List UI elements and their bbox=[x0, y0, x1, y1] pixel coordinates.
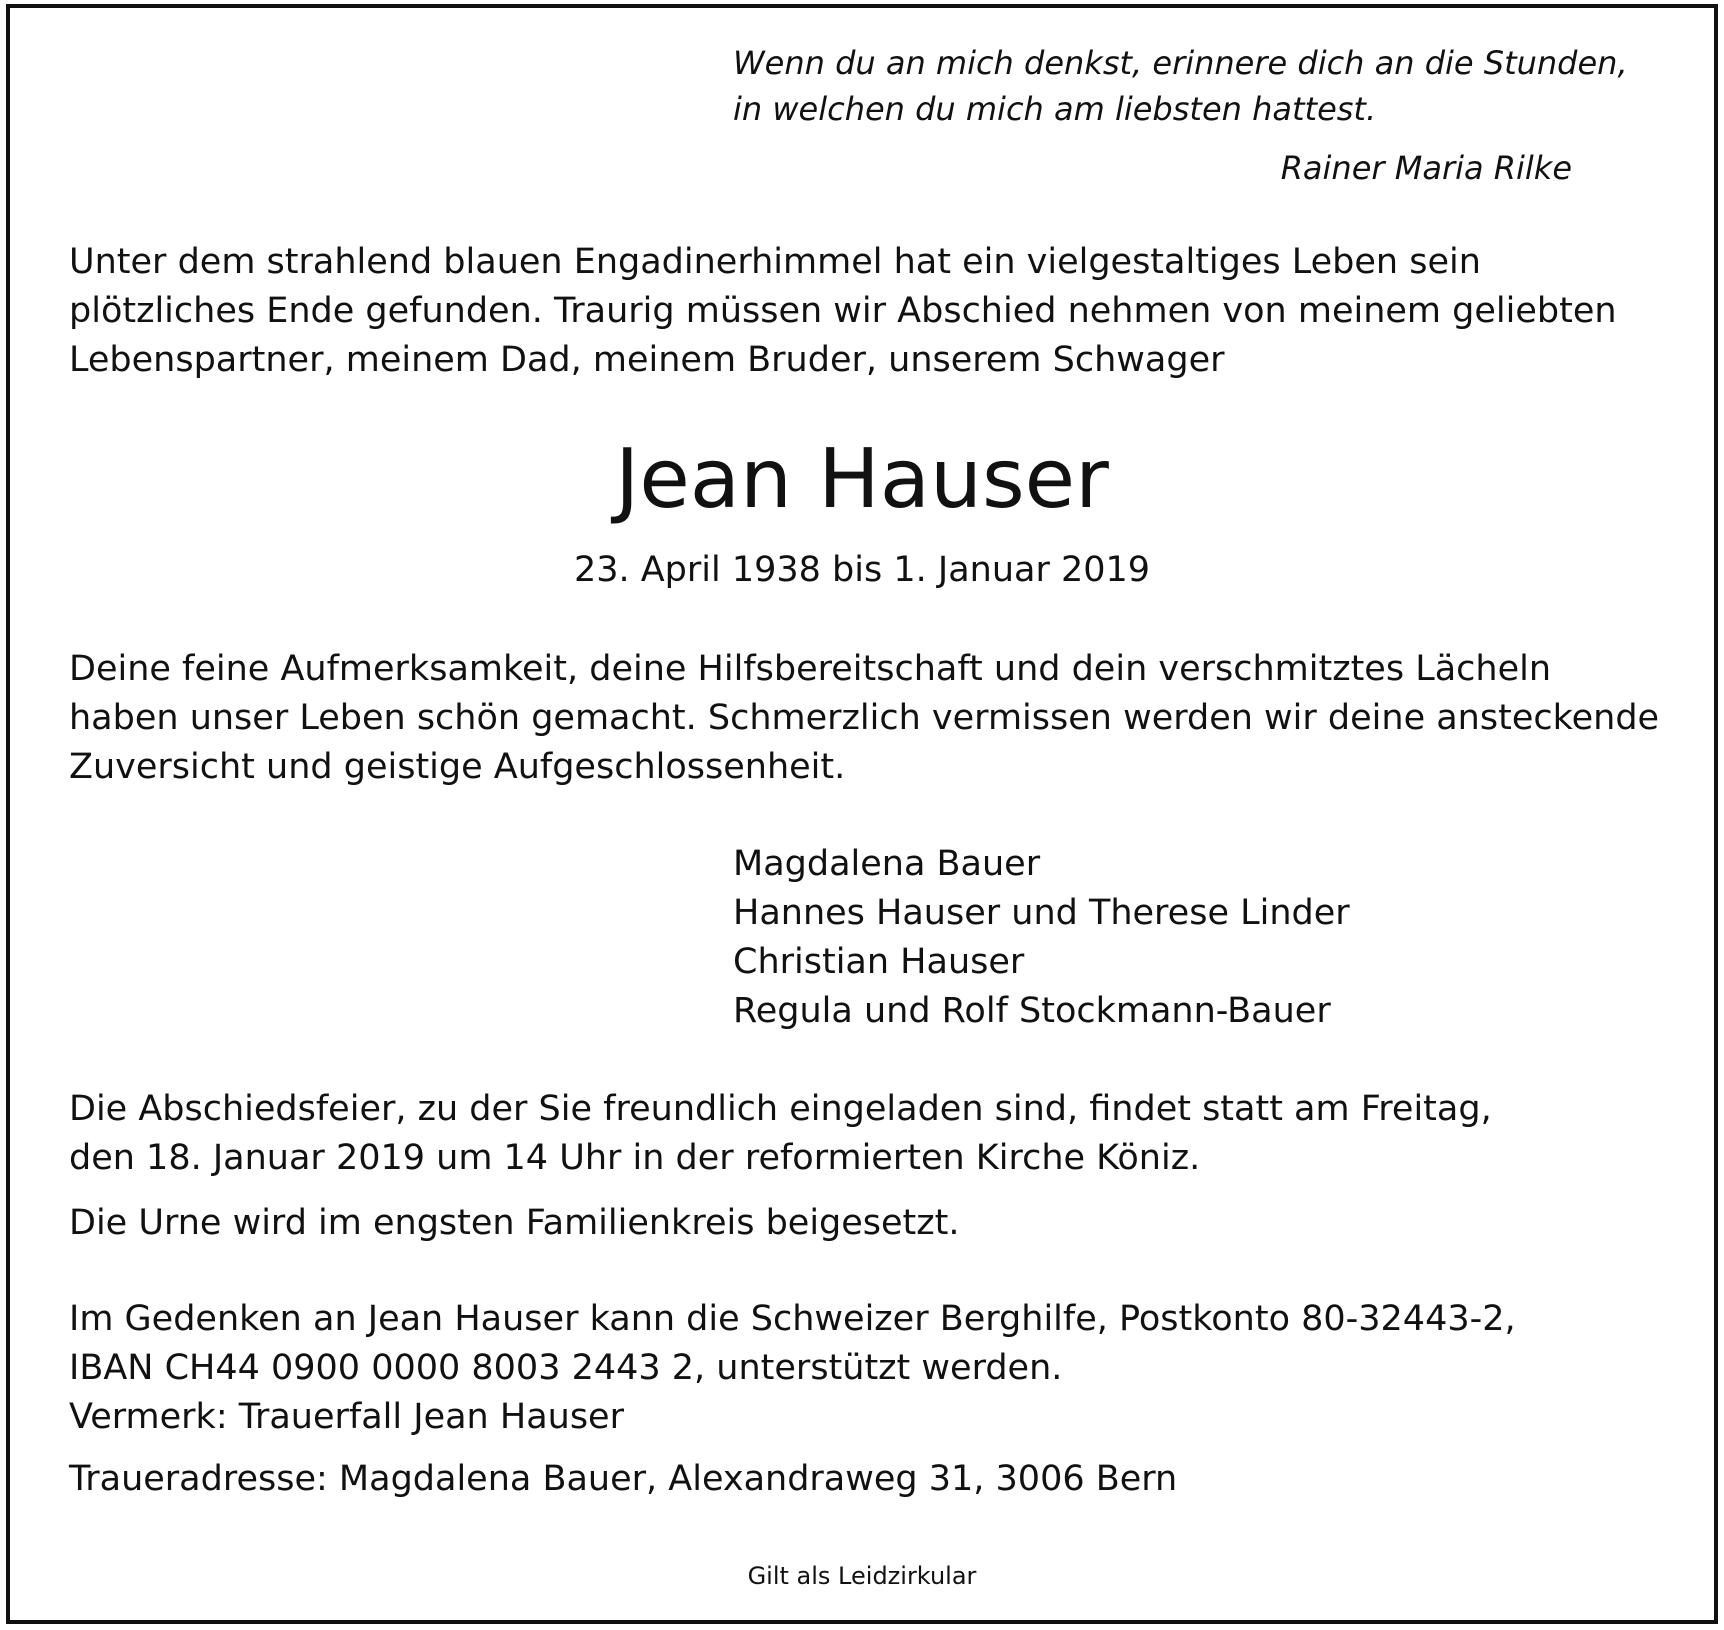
quote-author: Rainer Maria Rilke bbox=[1280, 149, 1572, 187]
circular-note: Gilt als Leidzirkular bbox=[747, 1562, 977, 1590]
quote-line: in welchen du mich am liebsten hattest. bbox=[733, 90, 1377, 128]
intro-line: plötzliches Ende gefunden. Traurig müssen wir Abschied nehmen von meinem geliebten bbox=[69, 291, 1617, 331]
donation-line: IBAN CH44 0900 0000 8003 2443 2, unterstützt werden. bbox=[69, 1348, 1063, 1388]
tribute-paragraph bbox=[69, 645, 1659, 792]
intro-paragraph bbox=[69, 238, 1617, 385]
tribute-line: haben unser Leben schön gemacht. Schmerzlich vermissen werden wir deine ansteckende bbox=[69, 698, 1660, 738]
tribute-line: Deine feine Aufmerksamkeit, deine Hilfsbereitschaft und dein verschmitztes Lächeln bbox=[69, 649, 1552, 689]
intro-line: Unter dem strahlend blauen Engadinerhimmel hat ein vielgestaltiges Leben sein bbox=[69, 242, 1481, 282]
ceremony-paragraph bbox=[69, 1085, 1492, 1183]
ceremony-line: den 18. Januar 2019 um 14 Uhr in der reformierten Kirche Köniz. bbox=[69, 1138, 1201, 1178]
mourner-name: Hannes Hauser und Therese Linder bbox=[733, 893, 1350, 933]
urn-note: Die Urne wird im engsten Familienkreis beigesetzt. bbox=[69, 1203, 960, 1243]
mourning-address: Traueradresse: Magdalena Bauer, Alexandraweg 31, 3006 Bern bbox=[69, 1459, 1178, 1499]
mourners-list bbox=[733, 840, 1350, 1036]
quote-block bbox=[733, 40, 1628, 132]
deceased-name: Jean Hauser bbox=[615, 432, 1109, 527]
intro-line: Lebenspartner, meinem Dad, meinem Bruder, unserem Schwager bbox=[69, 340, 1225, 380]
mourner-name: Regula und Rolf Stockmann-Bauer bbox=[733, 991, 1331, 1031]
donation-paragraph bbox=[69, 1295, 1516, 1442]
life-dates: 23. April 1938 bis 1. Januar 2019 bbox=[573, 550, 1151, 590]
mourner-name: Magdalena Bauer bbox=[733, 844, 1041, 884]
quote-line: Wenn du an mich denkst, erinnere dich an die Stunden, bbox=[733, 44, 1628, 82]
donation-line: Vermerk: Trauerfall Jean Hauser bbox=[69, 1397, 624, 1437]
mourner-name: Christian Hauser bbox=[733, 942, 1025, 982]
ceremony-line: Die Abschiedsfeier, zu der Sie freundlich eingeladen sind, findet statt am Freitag, bbox=[69, 1089, 1492, 1129]
tribute-line: Zuversicht und geistige Aufgeschlossenheit. bbox=[69, 747, 846, 787]
donation-line: Im Gedenken an Jean Hauser kann die Schweizer Berghilfe, Postkonto 80-32443-2, bbox=[69, 1299, 1516, 1339]
